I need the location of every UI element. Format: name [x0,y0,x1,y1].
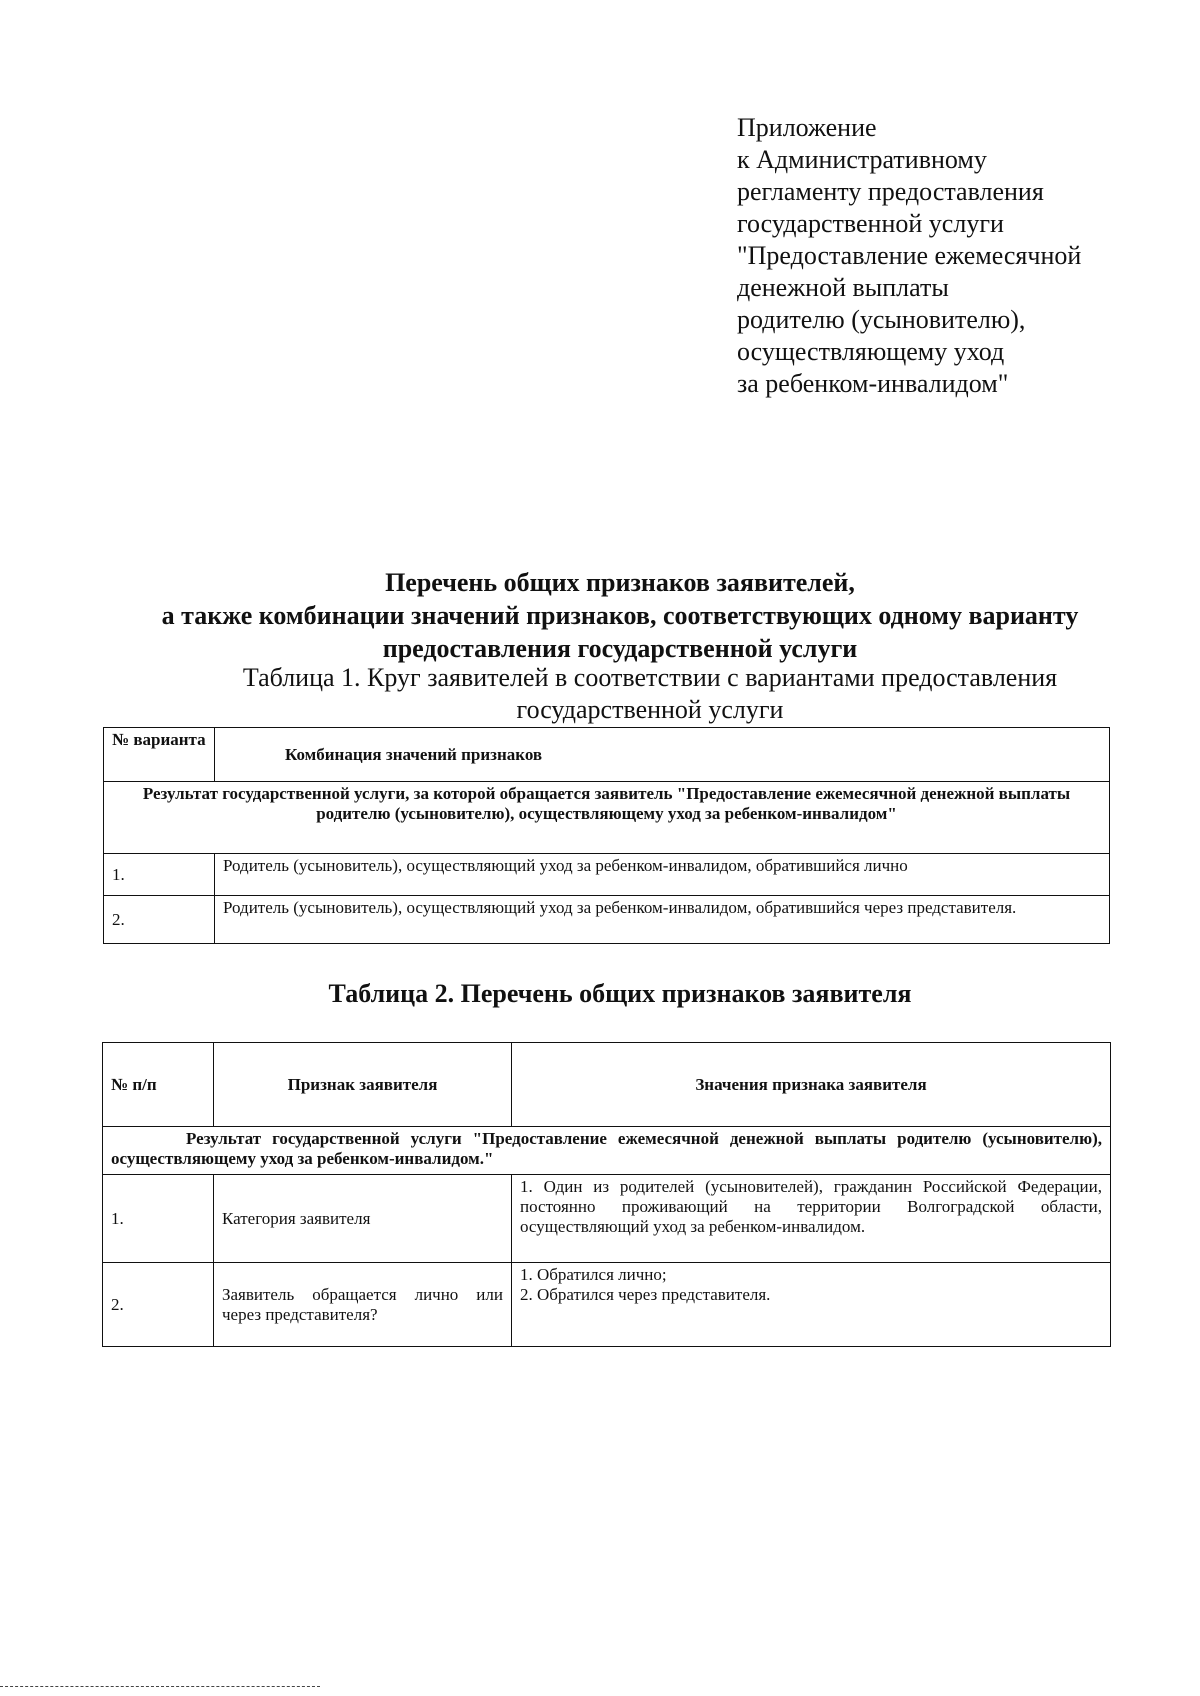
row-sign: Заявитель обращается лично или через представителя? [214,1263,512,1347]
header-values: Значения признака заявителя [512,1043,1111,1127]
appendix-line: "Предоставление ежемесячной [737,241,1082,270]
appendix-line: Приложение [737,113,877,142]
appendix-line: денежной выплаты [737,273,949,302]
appendix-line: к Административному [737,145,987,174]
table1-caption [210,662,1090,726]
document-title-line: а также комбинации значений признаков, соответствующих одному варианту [161,601,1079,630]
appendix-line: государственной услуги [737,209,1004,238]
table-row [103,1263,1111,1347]
table-section-row [104,782,1110,854]
appendix-block [737,112,1157,400]
table2-title: Таблица 2. Перечень общих признаков заявителя [328,979,912,1008]
page-bottom-rule [0,1686,320,1687]
table1-caption-line: государственной услуги [516,695,784,724]
document-title-line: Перечень общих признаков заявителей, [385,568,855,597]
row-combination: Родитель (усыновитель), осуществляющий уход за ребенком-инвалидом, обратившийся лично [215,854,1110,896]
table-row [104,854,1110,896]
table-header-row [104,728,1110,782]
document-title [100,566,1140,665]
row-values [512,1175,1111,1263]
header-variant-no: № варианта [104,728,215,782]
table-row [104,896,1110,944]
row-sign: Категория заявителя [214,1175,512,1263]
table-row [103,1175,1111,1263]
row-values [512,1263,1111,1347]
row-number: 1. [104,854,215,896]
table1-caption-line: Таблица 1. Круг заявителей в соответствии с вариантами предоставления [242,663,1058,692]
table-header-row [103,1043,1111,1127]
row-number: 1. [103,1175,214,1263]
row-value-line: 1. Обратился лично; [520,1265,667,1284]
table2-applicant-signs [102,1042,1111,1347]
appendix-line: родителю (усыновителю), [737,305,1026,334]
appendix-line: осуществляющему уход [737,337,1005,366]
row-value-line: 2. Обратился через представителя. [520,1285,771,1304]
header-sign: Признак заявителя [214,1043,512,1127]
table1-applicant-variants [103,727,1110,944]
row-number: 2. [104,896,215,944]
result-row: Результат государственной услуги "Предоставление ежемесячной денежной выплаты родителю (усыновителю), осуществляющему уход за ребенком-инвалидом." [103,1127,1111,1175]
appendix-line: регламенту предоставления [737,177,1044,206]
row-combination: Родитель (усыновитель), осуществляющий уход за ребенком-инвалидом, обратившийся через представителя. [215,896,1110,944]
document-title-line: предоставления государственной услуги [382,634,858,663]
table-section-row [103,1127,1111,1175]
result-row: Результат государственной услуги, за которой обращается заявитель "Предоставление ежемесячной денежной выплаты родителю (усыновителю), осуществляющему уход за ребенком-инвалидом" [104,782,1110,854]
header-row-no: № п/п [103,1043,214,1127]
row-value-line: 1. Один из родителей (усыновителей), гражданин Российской Федерации, постоянно проживающий на территории Волгоградской области, осуществляющий уход за ребенком-инвалидом. [520,1177,1102,1236]
header-combination: Комбинация значений признаков [215,728,1110,782]
appendix-line: за ребенком-инвалидом" [737,369,1009,398]
row-number: 2. [103,1263,214,1347]
